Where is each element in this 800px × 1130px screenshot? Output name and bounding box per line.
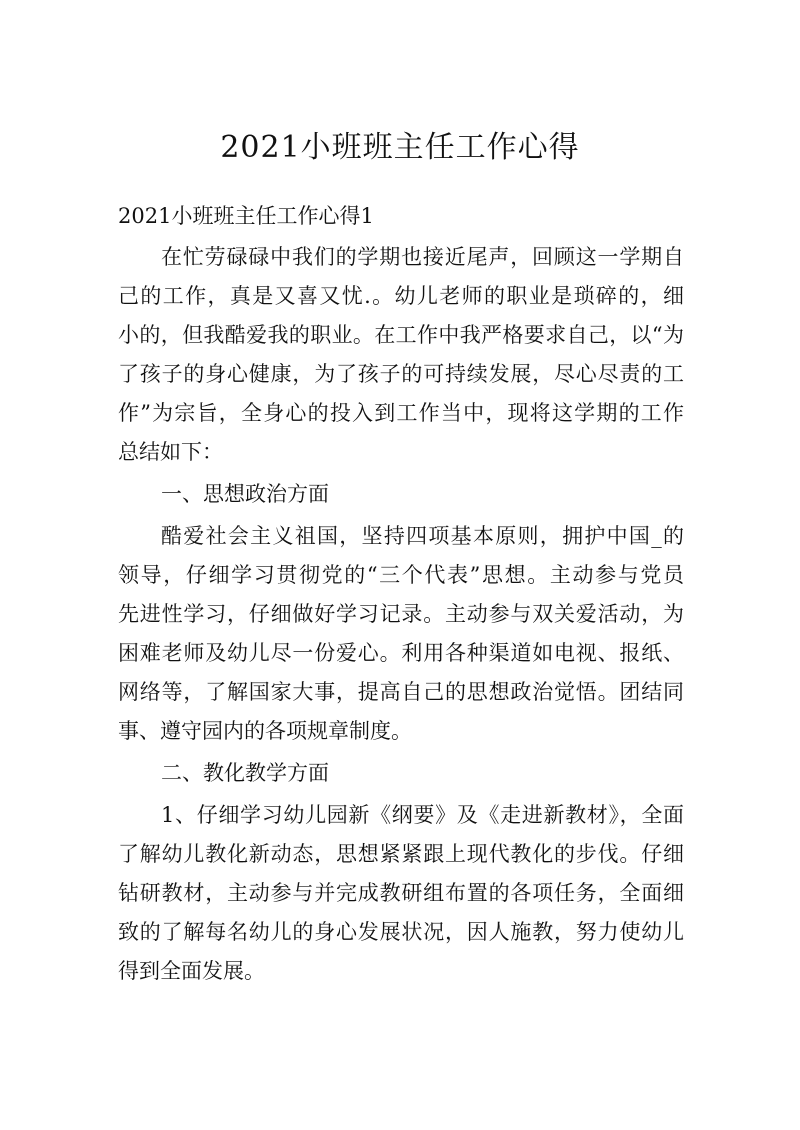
paragraph-3-line-3: 钻研教材，主动参与并完成教研组布置的各项任务，全面细: [118, 881, 684, 905]
paragraph-1-line-3: 小的，但我酷爱我的职业。在工作中我严格要求自己，以“为: [118, 323, 684, 347]
paragraph-3-line-1: 1、仔细学习幼儿园新《纲要》及《走进新教材》，全面: [161, 803, 684, 827]
paragraph-2-line-4: 困难老师及幼儿尽一份爱心。利用各种渠道如电视、报纸、: [118, 641, 684, 665]
document-title: 2021小班班主任工作心得: [220, 130, 580, 165]
paragraph-2-line-5: 网络等，了解国家大事，提高自己的思想政治觉悟。团结同: [118, 680, 684, 704]
paragraph-1-line-4: 了孩子的身心健康，为了孩子的可持续发展，尽心尽责的工: [118, 362, 684, 386]
paragraph-3-line-4: 致的了解每名幼儿的身心发展状况，因人施教，努力使幼儿: [118, 920, 684, 944]
paragraph-1-line-2: 己的工作，真是又喜又忧.。幼儿老师的职业是琐碎的，细: [118, 284, 684, 308]
paragraph-1-line-1: 在忙劳碌碌中我们的学期也接近尾声，回顾这一学期自: [161, 245, 684, 269]
document-subtitle: 2021小班班主任工作心得1: [118, 204, 374, 228]
paragraph-2-line-3: 先进性学习，仔细做好学习记录。主动参与双关爱活动，为: [118, 602, 684, 626]
section-2-heading: 二、教化教学方面: [161, 761, 329, 785]
section-1-heading: 一、思想政治方面: [161, 482, 329, 506]
paragraph-3-line-5: 得到全面发展。: [118, 959, 265, 983]
paragraph-1-line-6: 总结如下：: [118, 440, 223, 464]
paragraph-2-line-2: 领导，仔细学习贯彻党的“三个代表”思想。主动参与党员: [118, 563, 684, 587]
paragraph-3-line-2: 了解幼儿教化新动态，思想紧紧跟上现代教化的步伐。仔细: [118, 842, 684, 866]
paragraph-1-line-5: 作”为宗旨，全身心的投入到工作当中，现将这学期的工作: [118, 401, 684, 425]
paragraph-2-line-1: 酷爱社会主义祖国，坚持四项基本原则，拥护中国_的: [161, 524, 684, 548]
paragraph-2-line-6: 事、遵守园内的各项规章制度。: [118, 719, 412, 743]
document-body: [118, 238, 684, 991]
